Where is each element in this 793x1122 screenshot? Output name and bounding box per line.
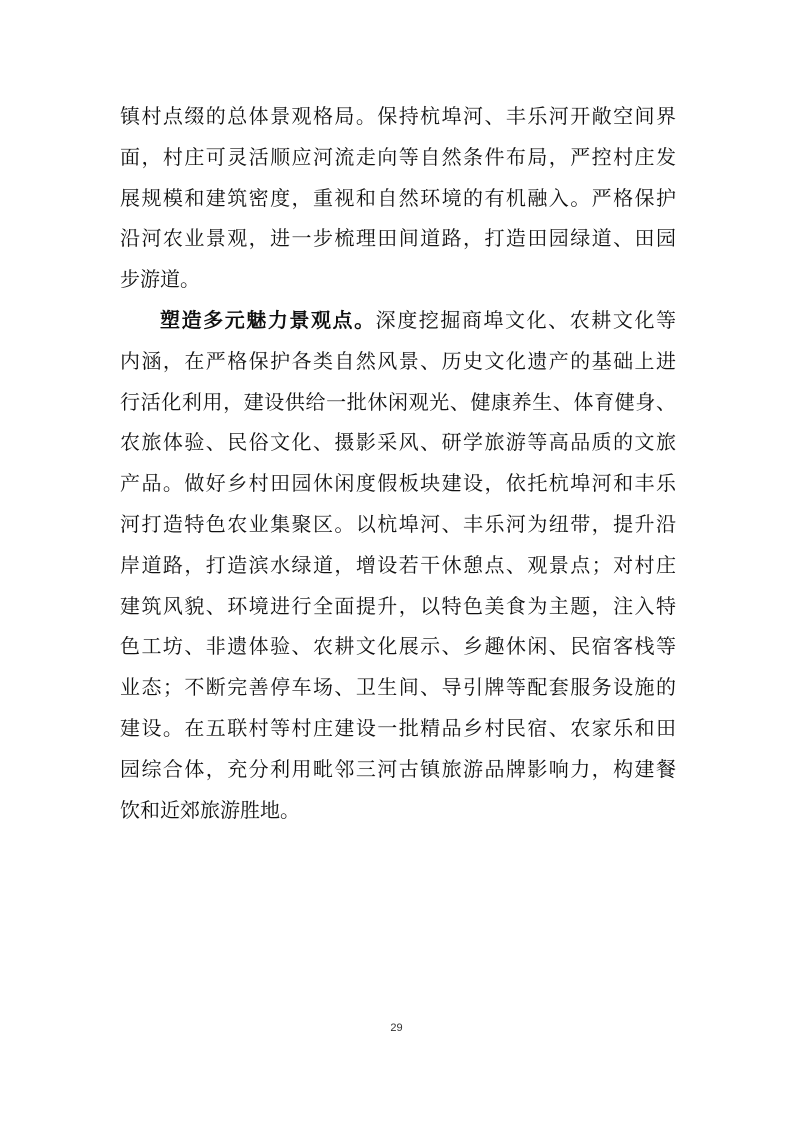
text-line: 园综合体，充分利用毗邻三河古镇旅游品牌影响力，构建餐 xyxy=(120,756,676,781)
text-line: 色工坊、非遗体验、农耕文化展示、乡趣休闲、民宿客栈等 xyxy=(120,634,676,659)
text-line: 沿河农业景观，进一步梳理田间道路，打造田园绿道、田园 xyxy=(120,226,676,251)
text-line: 步游道。 xyxy=(120,267,200,292)
text-line: 行活化利用，建设供给一批休闲观光、健康养生、体育健身、 xyxy=(120,389,676,414)
paragraph-2 xyxy=(120,300,676,830)
text-line: 建筑风貌、环境进行全面提升，以特色美食为主题，注入特 xyxy=(120,593,676,618)
body-text xyxy=(120,96,676,830)
paragraph-lead-heading: 塑造多元魅力景观点。 xyxy=(160,307,376,332)
text-line: 展规模和建筑密度，重视和自然环境的有机融入。严格保护 xyxy=(120,185,676,210)
text-line: 产品。做好乡村田园休闲度假板块建设，依托杭埠河和丰乐 xyxy=(120,471,676,496)
text-line: 建设。在五联村等村庄建设一批精品乡村民宿、农家乐和田 xyxy=(120,715,676,740)
text-line: 岸道路，打造滨水绿道，增设若干休憩点、观景点；对村庄 xyxy=(120,552,676,577)
first-line-text: 深度挖掘商埠文化、农耕文化等 xyxy=(375,307,677,332)
text-line: 河打造特色农业集聚区。以杭埠河、丰乐河为纽带，提升沿 xyxy=(120,511,676,536)
text-line: 内涵，在严格保护各类自然风景、历史文化遗产的基础上进 xyxy=(120,348,676,373)
page-number: 29 xyxy=(390,1022,403,1034)
text-line: 面，村庄可灵活顺应河流走向等自然条件布局，严控村庄发 xyxy=(120,144,676,169)
text-line: 饮和近郊旅游胜地。 xyxy=(120,797,300,822)
text-line-first xyxy=(120,300,676,341)
text-line: 农旅体验、民俗文化、摄影采风、研学旅游等高品质的文旅 xyxy=(120,430,676,455)
paragraph-1 xyxy=(120,96,676,300)
text-line: 镇村点缀的总体景观格局。保持杭埠河、丰乐河开敞空间界 xyxy=(120,104,676,128)
text-line: 业态；不断完善停车场、卫生间、导引牌等配套服务设施的 xyxy=(120,675,676,700)
